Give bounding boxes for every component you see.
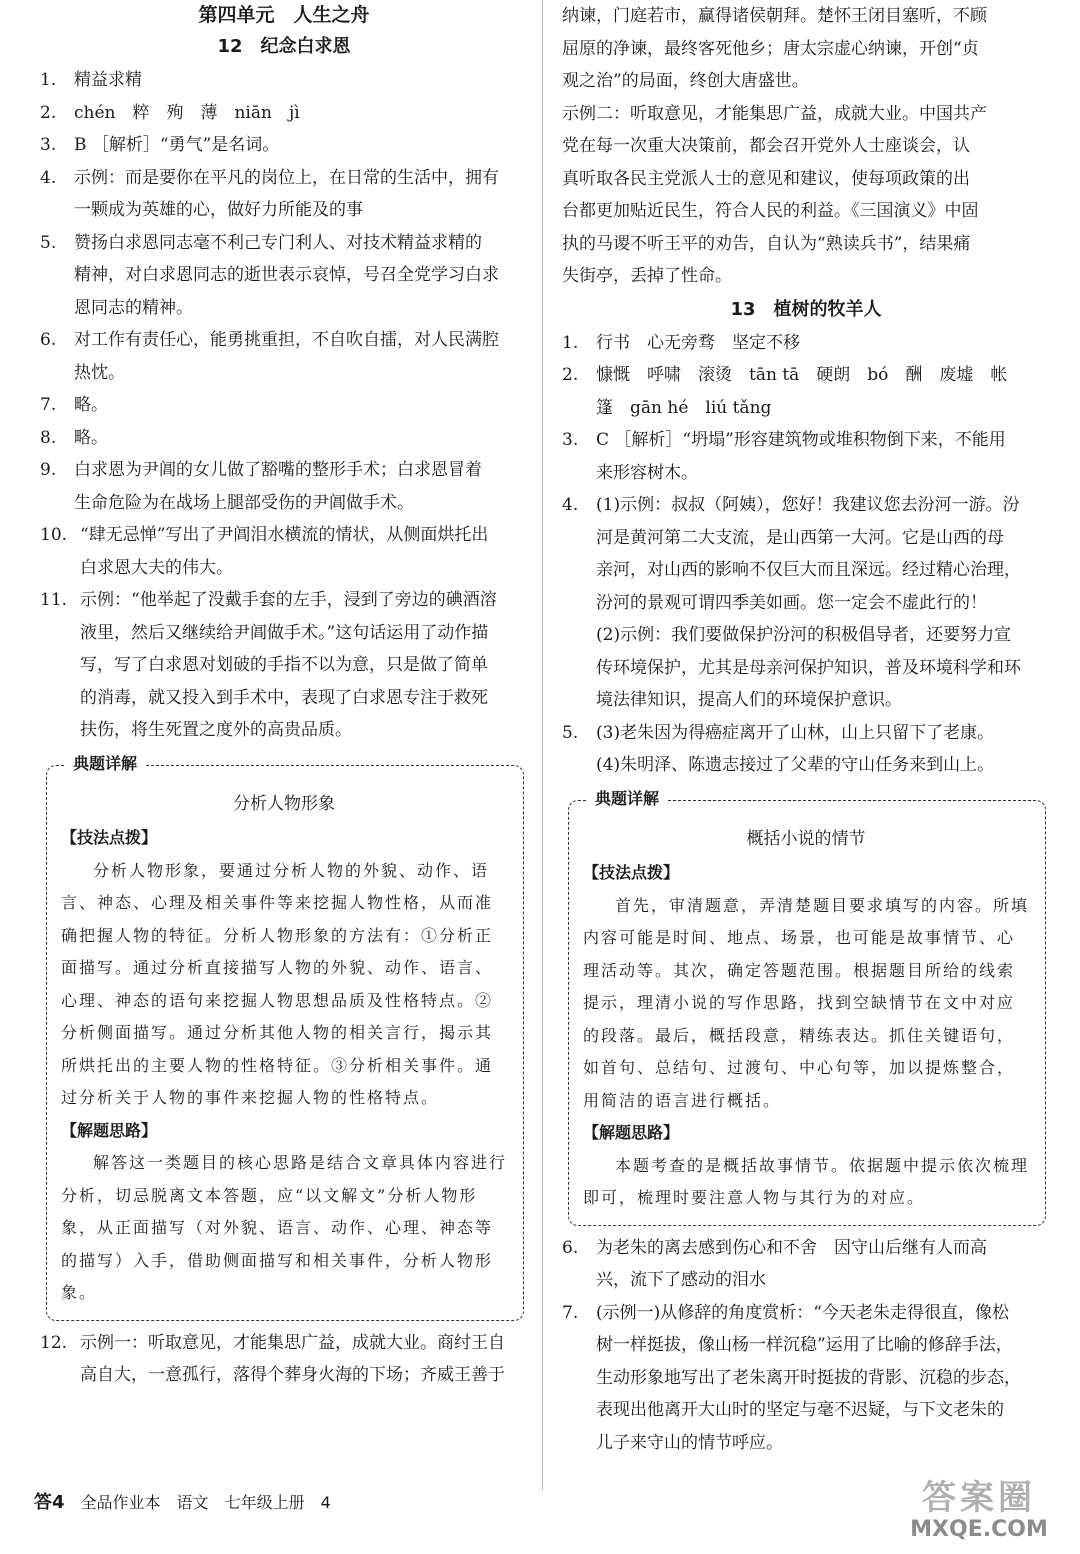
answer-line: 传环境保护，尤其是母亲河保护知识，普及环境科学和环 [596,657,1021,678]
answer-item [40,519,528,584]
answer-text [596,489,1050,717]
left-answer-list [40,64,528,747]
answer-number: 6. [40,330,57,350]
answer-item [562,327,1050,360]
answer-line: 生命危险为在战场上腿部受伤的尹阊做手术。 [74,492,414,513]
answer-line: 河是黄河第二大支流，是山西第一大河。它是山西的母 [596,527,1004,548]
answer-text [74,129,528,162]
answer-text [596,1232,1050,1297]
box-title: 分析人物形象 [233,793,335,814]
answer-number: 4. [40,167,57,188]
answer-line: 来形容树木。 [596,462,698,483]
column-divider [542,0,543,1490]
answer-text [74,389,528,422]
answer-item [40,1327,528,1392]
answer-line: 表现出他离开大山时的坚定与毫不迟疑，与下文老朱的 [596,1400,1004,1420]
continued-line: 示例二：听取意见，才能集思广益，成就大业。中国共产 [562,103,987,124]
continued-line: 屈原的净谏，最终客死他乡；唐太宗虚心纳谏，开创“贞 [562,38,979,59]
answer-number: 8. [40,427,57,448]
answer-text [74,324,528,389]
answer-number: 2. [40,102,57,123]
box-subheading-approach: 【解题思路】 [583,1123,680,1142]
answer-item [562,489,1050,717]
answer-number: 11. [40,590,68,610]
answer-number: 5. [562,722,579,743]
grade-name: 七年级上册 [224,1493,305,1512]
continued-line: 党在每一次重大决策前，都会召开党外人士座谈会，认 [562,136,970,156]
answer-line: 树一样挺拔，像山杨一样沉稳”运用了比喻的修辞手法， [596,1335,1013,1355]
answer-text [74,64,528,97]
answer-line: 白求恩大夫的伟大。 [80,557,233,578]
answer-item [562,424,1050,489]
answer-line: 为老朱的离去感到伤心和不舍 因守山后继有人而高 [596,1237,987,1258]
answer-line: 亲河，对山西的影响不仅巨大而且深远。经过精心治理， [596,560,1021,580]
answer-number: 10. [40,525,68,545]
answer-item [562,359,1050,424]
answer-number: 3. [562,430,579,450]
right-answer-list-after [562,1232,1050,1460]
watermark-bottom-text: MXQE.COM [910,1517,1048,1542]
answer-line: 示例：而是要你在平凡的岗位上，在日常的生活中，拥有 [74,167,499,188]
answer-line: 高自大，一意孤行，落得个葬身火海的下场；齐威王善于 [80,1365,505,1385]
example-analysis-box-right [568,788,1046,1226]
watermark-top-text: 答案圈 [922,1478,1036,1518]
box-label: 典题详解 [587,785,667,813]
answer-text [596,359,1050,424]
answer-item [40,97,528,130]
example-analysis-box-left [46,753,524,1321]
answer-item [40,324,528,389]
continued-line: 观之治”的局面，终创大唐盛世。 [562,71,809,91]
answer-number: 1. [40,70,57,90]
box-subheading-technique: 【技法点拨】 [583,863,680,882]
answer-line: 对工作有责任心，能勇挑重担，不自吹自擂，对人民满腔 [74,330,499,350]
answer-line: 恩同志的精神。 [74,297,193,318]
answer-line: (3)老朱因为得癌症离开了山林，山上只留下了老康。 [596,722,995,743]
answer-item [40,422,528,455]
answer-text [80,1327,528,1392]
answer-item [40,584,528,747]
answer-number: 6. [562,1237,579,1258]
lesson-title-12: 12 纪念白求恩 [217,36,351,57]
answer-text [74,227,528,325]
answer-item [40,162,528,227]
answer-line: 兴，流下了感动的泪水 [596,1270,766,1290]
answer-number: 3. [40,135,57,155]
box-title: 概括小说的情节 [746,828,866,849]
box-text-technique: 分析人物形象，要通过分析人物的外貌、动作、语言、神态、心理及相关事件等来挖掘人物性格，从而准确把握人物的特征。分析人物形象的方法有：①分析正面描写。通过分析直接描写人物的外貌、动作、语言、心理、神态的语句来挖掘人物思想品质及性格特点。②分析侧面描写。通过分析其他人物的相关言行，揭示其所烘托出的主要人物的性格特征。③分析相关事件。通过分析关于人物的事件来挖掘人物的性格特点。 [61,860,494,1107]
box-text-approach: 解答这一类题目的核心思路是结合文章具体内容进行分析，切忌脱离文本答题，应“以文解文”分析人物形象，从正面描写（对外貌、语言、动作、心理、神态等的描写）入手，借助侧面描写和相关事件，分析人物形象。 [61,1153,508,1302]
answer-line: 液里，然后又继续给尹阊做手术。”这句话运用了动作描 [80,622,489,643]
answer-line: 赞扬白求恩同志毫不利己专门利人、对技术精益求精的 [74,232,482,253]
answer-text [596,327,1050,360]
answer-text [74,454,528,519]
continued-line: 真听取各民主党派人士的意见和建议，使每项政策的出 [562,168,970,189]
answer-line: 写，写了白求恩对划破的手指不以为意，只是做了简单 [80,655,488,675]
unit-title: 第四单元 人生之舟 [198,4,370,26]
answer-text [80,584,528,747]
page-footer [34,1488,331,1518]
answer-line: C ［解析］“坍塌”形容建筑物或堆积物倒下来，不能用 [596,430,1006,450]
answer-item [40,64,528,97]
answer-text [74,97,528,130]
answer-item [562,1232,1050,1297]
answer-line: 慷慨 呼啸 滚烫 tān tā 硬朗 bó 酬 废墟 帐 [596,365,1008,385]
answer-line: (1)示例：叔叔（阿姨），您好！我建议您去汾河一游。汾 [596,495,1020,515]
answer-line: 的消毒，就又投入到手术中，表现了白求恩专注于救死 [80,687,488,708]
continued-line: 台都更加贴近民生，符合人民的利益。《三国演义》中固 [562,201,979,221]
right-column [562,0,1050,1459]
answer-line: 儿子来守山的情节呼应。 [596,1432,783,1453]
answer-number: 1. [562,332,579,353]
answer-line: (示例一)从修辞的角度赏析：“今天老朱走得很直，像松 [596,1302,1009,1323]
site-watermark-logo [894,1478,1064,1544]
answer-line: 略。 [74,395,108,415]
answer-text [80,519,528,584]
continued-answer-12 [562,0,1050,293]
subject-name: 语文 [176,1493,209,1512]
answer-line: 一颗成为英雄的心，做好力所能及的事 [74,200,363,220]
continued-line: 失街亭，丢掉了性命。 [562,266,732,286]
answer-line: “肆无忌惮”写出了尹阊泪水横流的情状，从侧面烘托出 [80,525,489,545]
answer-line: 扶伤，将生死置之度外的高贵品质。 [80,720,352,740]
continued-line: 执的马谡不听王平的劝告，自认为“熟读兵书”，结果痛 [562,233,971,254]
box-text-technique: 首先，审清题意，弄清楚题目要求填写的内容。所填内容可能是时间、地点、场景，也可能是故事情节、心理活动等。其次，确定答题范围。根据题目所给的线索提示，理清小说的写作思路，找到空缺情节在文中对应的段落。最后，概括段意，精练表达。抓住关键语句，如首句、总结句、过渡句、中心句等，加以提炼整合，用简洁的语言进行概括。 [583,895,1030,1110]
answer-item [40,227,528,325]
answer-number: 7. [562,1302,579,1323]
answer-line: 精神，对白求恩同志的逝世表示哀悼，号召全党学习白求 [74,265,499,285]
book-name: 全品作业本 [80,1493,161,1512]
answer-text [596,1297,1050,1460]
answer-item [40,129,528,162]
answer-number: 5. [40,232,57,253]
page-number: 4 [320,1493,331,1512]
answer-item [562,717,1050,782]
left-column [40,0,528,1392]
box-text-approach: 本题考查的是概括故事情节。依据题中提示依次梳理即可，梳理时要注意人物与其行为的对应。 [583,1155,1030,1207]
lesson-title-13: 13 植树的牧羊人 [730,298,882,320]
answer-line: 热忱。 [74,362,125,383]
answer-item [40,454,528,519]
answer-line: B ［解析］“勇气”是名词。 [74,135,280,155]
continued-line: 纳谏，门庭若市，赢得诸侯朝拜。楚怀王闭目塞听，不顾 [562,6,987,26]
answer-text [596,717,1050,782]
answer-item [562,1297,1050,1460]
answer-line: 示例：“他举起了没戴手套的左手，浸到了旁边的碘酒溶 [80,590,497,610]
answer-line: 汾河的景观可谓四季美如画。您一定会不虚此行的！ [596,592,987,613]
answer-page-label: 答4 [34,1492,65,1513]
answer-number: 9. [40,460,57,480]
answer-text [74,422,528,455]
answer-text [596,424,1050,489]
answer-item [40,389,528,422]
answer-line: chén 粹 殉 薄 niān jì [74,102,300,123]
box-label: 典题详解 [65,750,145,778]
answer-line: 略。 [74,427,108,448]
answer-line: (4)朱明泽、陈遗志接过了父辈的守山任务来到山上。 [596,755,995,775]
answer-text [74,162,528,227]
box-subheading-approach: 【解题思路】 [61,1120,158,1140]
answer-number: 12. [40,1332,68,1353]
answer-line: 生动形象地写出了老朱离开时挺拔的背影、沉稳的步态， [596,1367,1021,1388]
answer-line: 行书 心无旁骛 坚定不移 [596,332,800,353]
right-answer-list [562,327,1050,782]
answer-line: 白求恩为尹阊的女儿做了豁嘴的整形手术；白求恩冒着 [74,460,482,480]
left-answer-12 [40,1327,528,1392]
answer-line: (2)示例：我们要做保护汾河的积极倡导者，还要努力宣 [596,625,1012,645]
answer-number: 7. [40,395,57,415]
box-subheading-technique: 【技法点拨】 [61,828,158,847]
answer-line: 示例一：听取意见，才能集思广益，成就大业。商纣王自 [80,1332,505,1353]
answer-line: 境法律知识，提高人们的环境保护意识。 [596,690,902,710]
answer-number: 4. [562,495,579,515]
answer-line: 精益求精 [74,70,142,90]
answer-number: 2. [562,365,579,385]
answer-line: 篷 gān hé liú tǎng [596,397,772,418]
